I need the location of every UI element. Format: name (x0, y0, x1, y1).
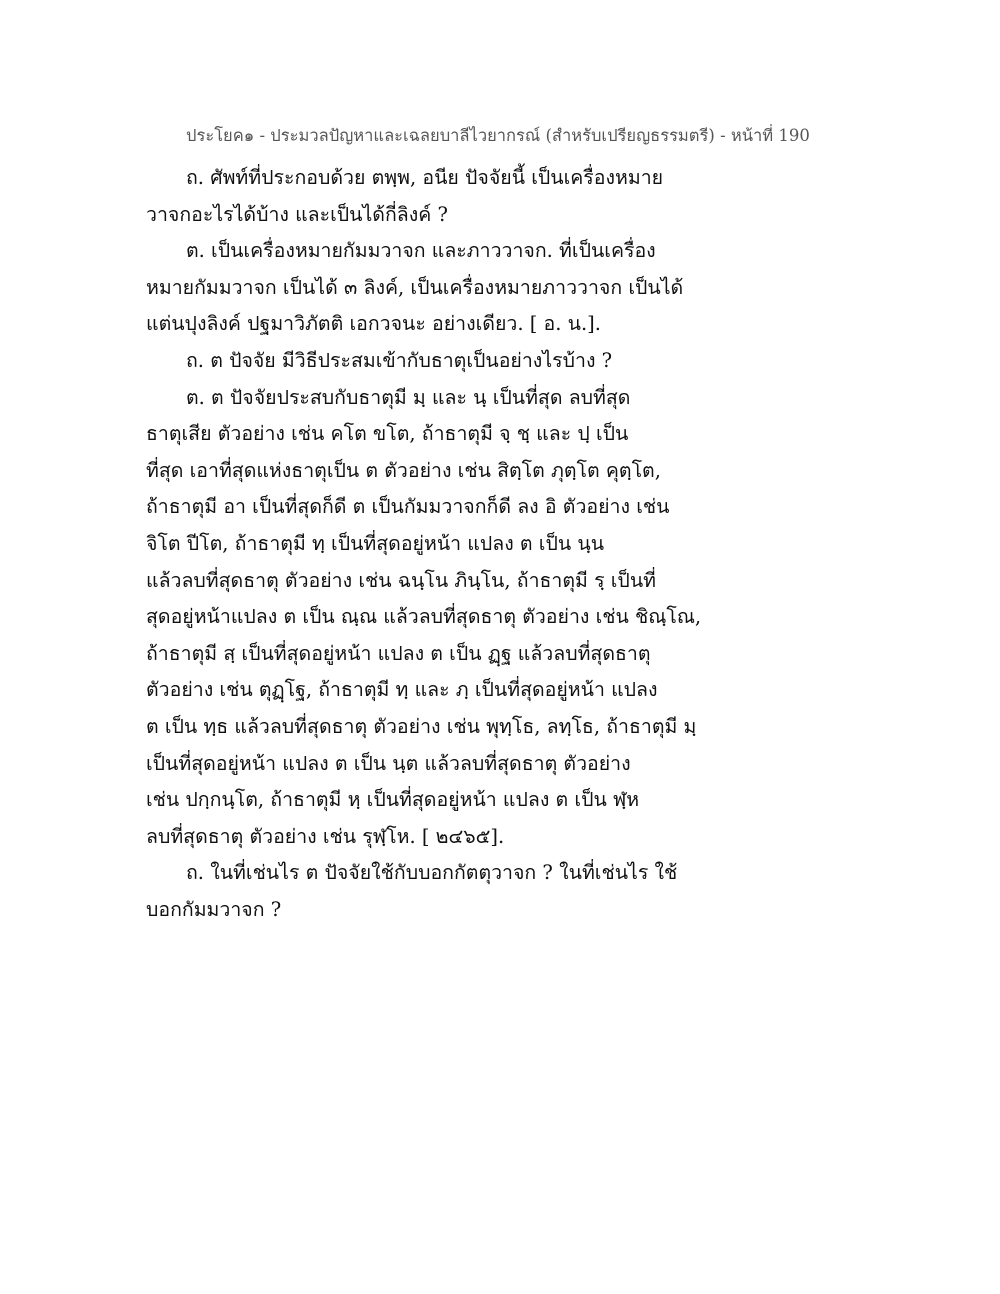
text-line: ลบที่สุดธาตุ ตัวอย่าง เช่น รุฬฺโห. [ ๒๔๖๕]. (146, 824, 505, 848)
answer-line: ต. ต ปัจจัยประสบกับธาตุมี มฺ และ นฺ เป็นที่สุด ลบที่สุด (186, 385, 631, 409)
text-line: วาจกอะไรได้บ้าง และเป็นได้กี่ลิงค์ ? (146, 202, 448, 226)
question-line: ถ. ศัพท์ที่ประกอบด้วย ตพฺพ, อนีย ปัจจัยนี้ เป็นเครื่องหมาย (186, 166, 664, 189)
text-line: ตัวอย่าง เช่น ตุฏฺโฐ, ถ้าธาตุมี ทฺ และ ภฺ เป็นที่สุดอยู่หน้า แปลง (146, 678, 658, 702)
text-line: ธาตุเสีย ตัวอย่าง เช่น คโต ขโต, ถ้าธาตุมี จฺ ชฺ และ ปฺ เป็น (146, 422, 629, 446)
running-header: ประโยค๑ - ประมวลปัญหาและเฉลยบาลีไวยากรณ์ (สำหรับเปรียญธรรมตรี) - หน้าที่ 190 (186, 126, 810, 145)
text-line: หมายกัมมวาจก เป็นได้ ๓ ลิงค์, เป็นเครื่องหมายภาววาจก เป็นได้ (146, 275, 684, 299)
body-text (146, 160, 706, 928)
question-line: ถ. ในที่เช่นไร ต ปัจจัยใช้กับบอกกัตตุวาจก ? ในที่เช่นไร ใช้ (186, 861, 678, 885)
text-line: เป็นที่สุดอยู่หน้า แปลง ต เป็น นฺต แล้วลบที่สุดธาตุ ตัวอย่าง (146, 751, 631, 775)
text-line: สุดอยู่หน้าแปลง ต เป็น ณฺณ แล้วลบที่สุดธาตุ ตัวอย่าง เช่น ชิณฺโณ, (146, 605, 702, 629)
text-line: ถ้าธาตุมี อา เป็นที่สุดก็ดี ต เป็นกัมมวาจกก็ดี ลง อิ ตัวอย่าง เช่น (146, 495, 670, 519)
text-line: แล้วลบที่สุดธาตุ ตัวอย่าง เช่น ฉนฺโน ภินฺโน, ถ้าธาตุมี รฺ เป็นที่ (146, 568, 656, 592)
text-line: ถ้าธาตุมี สฺ เป็นที่สุดอยู่หน้า แปลง ต เป็น ฏฺฐ แล้วลบที่สุดธาตุ (146, 641, 651, 665)
text-line: บอกกัมมวาจก ? (146, 897, 282, 921)
text-line: แต่นปุงลิงค์ ปฐมาวิภัตติ เอกวจนะ อย่างเดียว. [ อ. น.]. (146, 312, 601, 336)
text-line: จิโต ปีโต, ถ้าธาตุมี ทฺ เป็นที่สุดอยู่หน้า แปลง ต เป็น นฺน (146, 531, 605, 555)
text-line: เช่น ปกฺกนฺโต, ถ้าธาตุมี หฺ เป็นที่สุดอยู่หน้า แปลง ต เป็น ฬฺห (146, 788, 640, 812)
question-line: ถ. ต ปัจจัย มีวิธีประสมเข้ากับธาตุเป็นอย่างไรบ้าง ? (186, 348, 613, 372)
answer-line: ต. เป็นเครื่องหมายกัมมวาจก และภาววาจก. ที่เป็นเครื่อง (186, 239, 656, 263)
text-line: ต เป็น ทฺธ แล้วลบที่สุดธาตุ ตัวอย่าง เช่น พุทฺโธ, ลทฺโธ, ถ้าธาตุมี มฺ (146, 714, 697, 738)
text-line: ที่สุด เอาที่สุดแห่งธาตุเป็น ต ตัวอย่าง เช่น สิตฺโต ภุตฺโต คุตฺโต, (146, 458, 661, 482)
